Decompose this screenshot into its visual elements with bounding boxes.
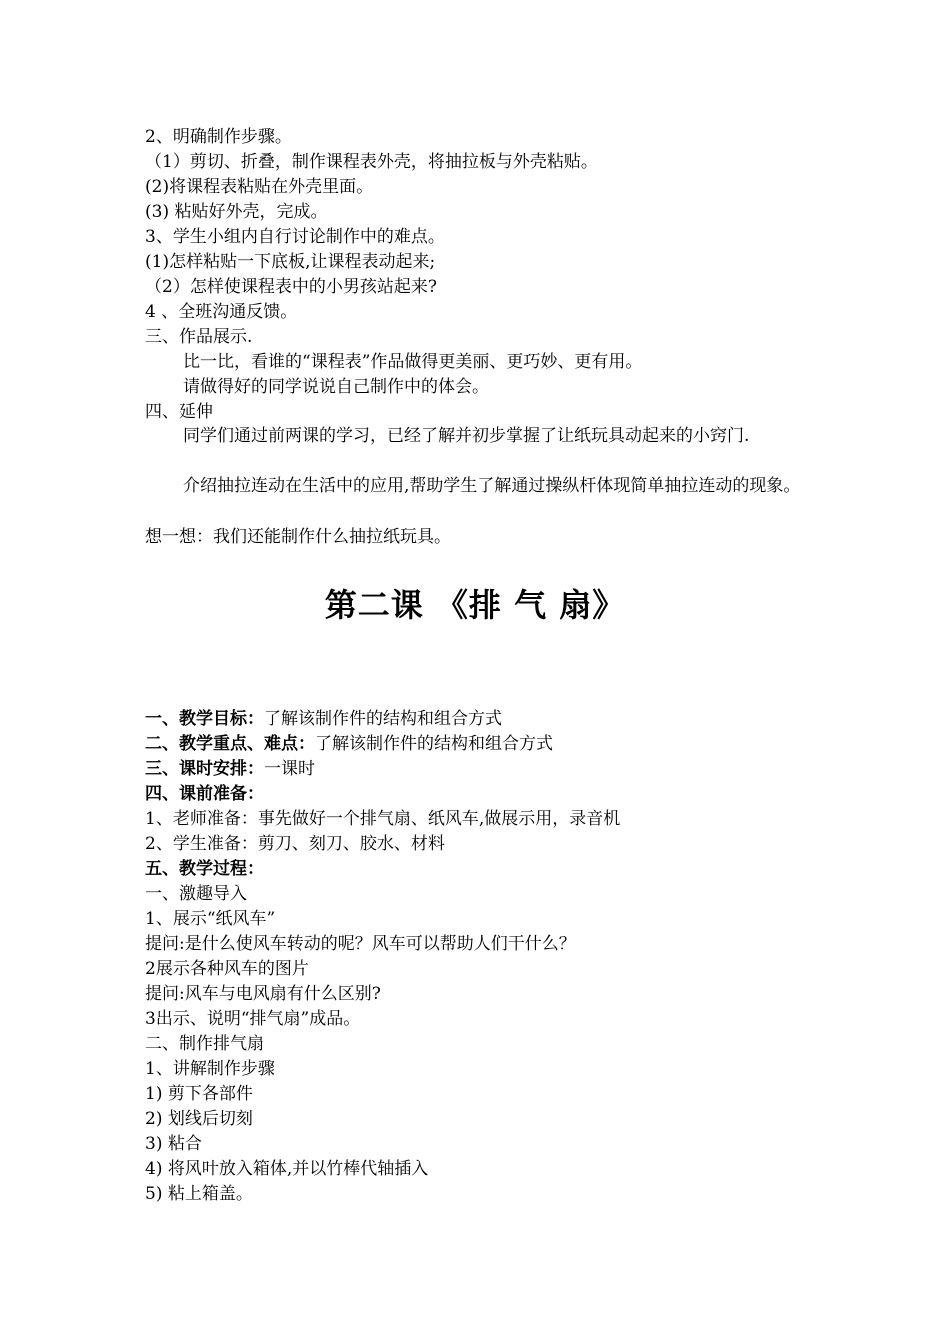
heading-line: 四、课前准备： bbox=[145, 784, 264, 804]
lesson-title: 第二课 《排 气 扇》 bbox=[324, 586, 626, 624]
text-line: 5) 粘上箱盖。 bbox=[145, 1184, 253, 1204]
text-line: 2展示各种风车的图片 bbox=[145, 959, 309, 979]
text-line: （2）怎样使课程表中的小男孩站起来? bbox=[145, 277, 437, 297]
text-line: 4) 将风叶放入箱体,并以竹棒代轴插入 bbox=[145, 1159, 429, 1179]
heading-value: 了解该制作件的结构和组合方式 bbox=[264, 709, 502, 729]
text-line: 4 、全班沟通反馈。 bbox=[145, 302, 298, 322]
text-line: 三、作品展示. bbox=[145, 327, 253, 347]
text-line: 1) 剪下各部件 bbox=[145, 1084, 253, 1104]
text-line: 1、讲解制作步骤 bbox=[145, 1059, 275, 1079]
text-line: 提问:是什么使风车转动的呢？风车可以帮助人们干什么？ bbox=[145, 934, 576, 954]
text-line: 3、学生小组内自行讨论制作中的难点。 bbox=[145, 227, 445, 247]
text-line: 3出示、说明“排气扇”成品。 bbox=[145, 1009, 361, 1029]
heading-label: 一、教学目标： bbox=[145, 709, 264, 729]
heading-line: 五、教学过程： bbox=[145, 859, 264, 879]
text-line: 2、明确制作步骤。 bbox=[145, 127, 292, 147]
heading-line bbox=[145, 708, 502, 730]
heading-label: 二、教学重点、难点： bbox=[145, 734, 315, 754]
text-line: 提问:风车与电风扇有什么区别? bbox=[145, 984, 381, 1004]
text-line: 2、学生准备：剪刀、刻刀、胶水、材料 bbox=[145, 834, 445, 854]
text-line: 3) 粘合 bbox=[145, 1134, 202, 1154]
paragraph: 同学们通过前两课的学习，已经了解并初步掌握了让纸玩具动起来的小窍门. bbox=[183, 426, 750, 446]
text-line: 比一比，看谁的“课程表”作品做得更美丽、更巧妙、更有用。 bbox=[183, 352, 643, 372]
heading-value: 一课时 bbox=[264, 759, 315, 779]
heading-value: 了解该制作件的结构和组合方式 bbox=[315, 734, 553, 754]
heading-line bbox=[145, 733, 553, 755]
paragraph: 介绍抽拉连动在生活中的应用,帮助学生了解通过操纵杆体现简单抽拉连动的现象。 bbox=[183, 476, 801, 496]
heading-label: 三、课时安排： bbox=[145, 759, 264, 779]
text-line: （1）剪切、折叠，制作课程表外壳，将抽拉板与外壳粘贴。 bbox=[145, 152, 598, 172]
text-line: 二、制作排气扇 bbox=[145, 1034, 264, 1054]
text-line: 一、激趣导入 bbox=[145, 884, 247, 904]
text-line: 请做得好的同学说说自己制作中的体会。 bbox=[183, 377, 489, 397]
heading-line bbox=[145, 758, 315, 780]
text-line: (2)将课程表粘贴在外壳里面。 bbox=[145, 177, 374, 197]
text-line: (3) 粘贴好外壳，完成。 bbox=[145, 202, 328, 222]
text-line: 1、展示“纸风车” bbox=[145, 909, 276, 929]
text-line: 1、老师准备：事先做好一个排气扇、纸风车,做展示用，录音机 bbox=[145, 809, 621, 829]
text-line: (1)怎样粘贴一下底板,让课程表动起来; bbox=[145, 252, 436, 272]
text-line: 2) 划线后切刻 bbox=[145, 1109, 253, 1129]
text-line: 想一想：我们还能制作什么抽拉纸玩具。 bbox=[145, 527, 451, 547]
text-line: 四、延伸 bbox=[145, 402, 213, 422]
